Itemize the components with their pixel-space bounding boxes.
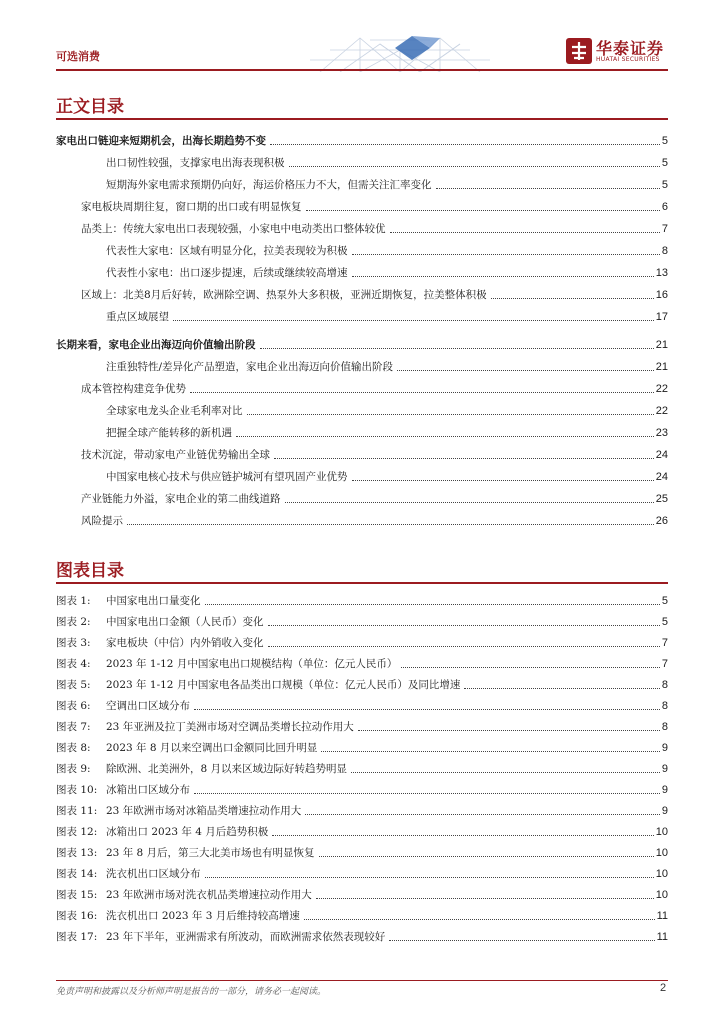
footer-disclaimer: 免责声明和披露以及分析师声明是报告的一部分，请务必一起阅读。 [56, 987, 327, 997]
figures-title: 图表目录 [56, 561, 124, 581]
toc-item[interactable]: 代表性小家电：出口逐步提速，后续或继续较高增速 13 [106, 267, 668, 279]
header-divider [56, 69, 668, 71]
toc-item[interactable]: 中国家电核心技术与供应链护城河有望巩固产业优势 24 [106, 471, 668, 483]
logo-text-en: HUATAI SECURITIES [596, 56, 660, 63]
figure-item[interactable]: 图表 17: 23 年下半年，亚洲需求有所波动，而欧洲需求依然表现较好 11 [56, 931, 668, 943]
toc-item[interactable]: 代表性大家电：区域有明显分化，拉美表现较为积极 8 [106, 245, 668, 257]
figure-item[interactable]: 图表 1: 中国家电出口量变化 5 [56, 595, 668, 607]
figures-title-divider [56, 582, 668, 584]
figure-item[interactable]: 图表 8: 2023 年 8 月以来空调出口金额同比回升明显 9 [56, 742, 668, 754]
figure-item[interactable]: 图表 7: 23 年亚洲及拉丁美洲市场对空调品类增长拉动作用大 8 [56, 721, 668, 733]
figure-item[interactable]: 图表 4: 2023 年 1-12 月中国家电出口规模结构（单位：亿元人民币） 7 [56, 658, 668, 670]
figure-item[interactable]: 图表 3: 家电板块（中信）内外销收入变化 7 [56, 637, 668, 649]
figure-item[interactable]: 图表 15: 23 年欧洲市场对洗衣机品类增速拉动作用大 10 [56, 889, 668, 901]
toc-item[interactable]: 把握全球产能转移的新机遇 23 [106, 427, 668, 439]
toc-item[interactable]: 品类上：传统大家电出口表现较强，小家电中电动类出口整体较优 7 [81, 223, 668, 235]
figure-item[interactable]: 图表 6: 空调出口区域分布 8 [56, 700, 668, 712]
toc-item[interactable]: 家电板块周期往复，窗口期的出口或有明显恢复 6 [81, 201, 668, 213]
toc-item[interactable]: 全球家电龙头企业毛利率对比 22 [106, 405, 668, 417]
figure-item[interactable]: 图表 5: 2023 年 1-12 月中国家电各品类出口规模（单位：亿元人民币）及同比增速 8 [56, 679, 668, 691]
logo-mark-icon [566, 38, 592, 64]
figure-item[interactable]: 图表 12: 冰箱出口 2023 年 4 月后趋势积极 10 [56, 826, 668, 838]
toc-item[interactable]: 出口韧性较强，支撑家电出海表现积极 5 [106, 157, 668, 169]
category-label: 可选消费 [56, 50, 100, 63]
banner-graphic [300, 30, 490, 72]
figure-item[interactable]: 图表 2: 中国家电出口金额（人民币）变化 5 [56, 616, 668, 628]
figure-item[interactable]: 图表 14: 洗衣机出口区域分布 10 [56, 868, 668, 880]
figure-item[interactable]: 图表 9: 除欧洲、北美洲外，8 月以来区域边际好转趋势明显 9 [56, 763, 668, 775]
toc-title: 正文目录 [56, 97, 124, 117]
toc-item[interactable]: 产业链能力外溢，家电企业的第二曲线道路 25 [81, 493, 668, 505]
toc-item[interactable]: 成本管控构建竞争优势 22 [81, 383, 668, 395]
toc-item[interactable]: 注重独特性/差异化产品塑造，家电企业出海迈向价值输出阶段 21 [106, 361, 668, 373]
toc-item[interactable]: 技术沉淀，带动家电产业链优势输出全球 24 [81, 449, 668, 461]
figure-item[interactable]: 图表 16: 洗衣机出口 2023 年 3 月后维持较高增速 11 [56, 910, 668, 922]
toc-item[interactable]: 区域上：北美8月后好转，欧洲除空调、热泵外大多积极，亚洲近期恢复，拉美整体积极 16 [81, 289, 668, 301]
toc-title-divider [56, 118, 668, 120]
figure-item[interactable]: 图表 10: 冰箱出口区域分布 9 [56, 784, 668, 796]
toc-item[interactable]: 风险提示 26 [81, 515, 668, 527]
logo-text-cn: 华泰证券 [596, 39, 665, 58]
page-header [0, 0, 724, 74]
toc-item[interactable]: 重点区域展望 17 [106, 311, 668, 323]
figure-item[interactable]: 图表 13: 23 年 8 月后，第三大北美市场也有明显恢复 10 [56, 847, 668, 859]
figure-item[interactable]: 图表 11: 23 年欧洲市场对冰箱品类增速拉动作用大 9 [56, 805, 668, 817]
toc-item[interactable]: 长期来看，家电企业出海迈向价值输出阶段 21 [56, 339, 668, 351]
brand-logo [566, 36, 678, 68]
page-number: 2 [660, 982, 667, 994]
toc-item[interactable]: 短期海外家电需求预期仍向好，海运价格压力不大，但需关注汇率变化 5 [106, 179, 668, 191]
footer-divider [56, 980, 668, 981]
toc-item[interactable]: 家电出口链迎来短期机会，出海长期趋势不变 5 [56, 135, 668, 147]
